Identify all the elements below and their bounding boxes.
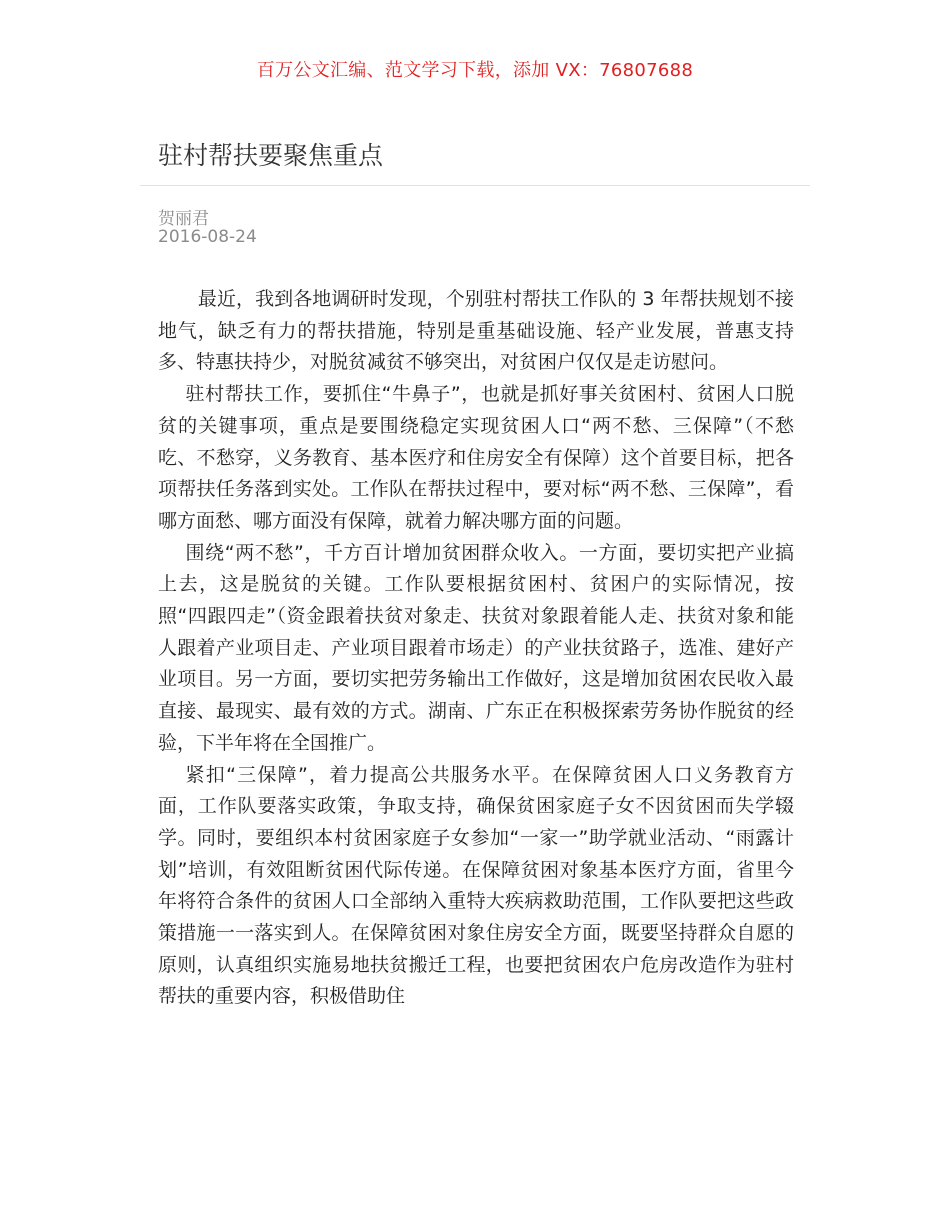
title-divider <box>140 185 810 186</box>
promo-banner: 百万公文汇编、范文学习下载，添加 VX：76807688 <box>256 60 694 81</box>
article-body <box>158 284 794 1013</box>
article-author: 贺丽君 <box>158 209 209 229</box>
article-paragraph: 驻村帮扶工作，要抓住“牛鼻子”，也就是抓好事关贫困村、贫困人口脱贫的关键事项，重点是要围绕稳定实现贫困人口“两不愁、三保障”（不愁吃、不愁穿，义务教育、基本医疗和住房安全有保障）这个首要目标，把各项帮扶任务落到实处。工作队在帮扶过程中，要对标“两不愁、三保障”，看哪方面愁、哪方面没有保障，就着力解决哪方面的问题。 <box>158 383 794 532</box>
article-paragraph: 最近，我到各地调研时发现，个别驻村帮扶工作队的 3 年帮扶规划不接地气，缺乏有力的帮扶措施，特别是重基础设施、轻产业发展，普惠支持多、特惠扶持少，对脱贫减贫不够突出，对贫困户仅仅是走访慰问。 <box>158 288 794 374</box>
article-title: 驻村帮扶要聚焦重点 <box>158 141 384 170</box>
article-paragraph: 围绕“两不愁”，千方百计增加贫困群众收入。一方面，要切实把产业搞上去，这是脱贫的关键。工作队要根据贫困村、贫困户的实际情况，按照“四跟四走”（资金跟着扶贫对象走、扶贫对象跟着能人走、扶贫对象和能人跟着产业项目走、产业项目跟着市场走）的产业扶贫路子，选准、建好产业项目。另一方面，要切实把劳务输出工作做好，这是增加贫困农民收入最直接、最现实、最有效的方式。湖南、广东正在积极探索劳务协作脱贫的经验，下半年将在全国推广。 <box>158 541 794 754</box>
article-paragraph: 紧扣“三保障”，着力提高公共服务水平。在保障贫困人口义务教育方面，工作队要落实政策，争取支持，确保贫困家庭子女不因贫困而失学辍学。同时，要组织本村贫困家庭子女参加“一家一”助学就业活动、“雨露计划”培训，有效阻断贫困代际传递。在保障贫困对象基本医疗方面，省里今年将符合条件的贫困人口全部纳入重特大疾病救助范围，工作队要把这些政策措施一一落实到人。在保障贫困对象住房安全方面，既要坚持群众自愿的原则，认真组织实施易地扶贫搬迁工程，也要把贫困农户危房改造作为驻村帮扶的重要内容，积极借助住 <box>158 763 794 1008</box>
article-date: 2016-08-24 <box>158 227 257 247</box>
